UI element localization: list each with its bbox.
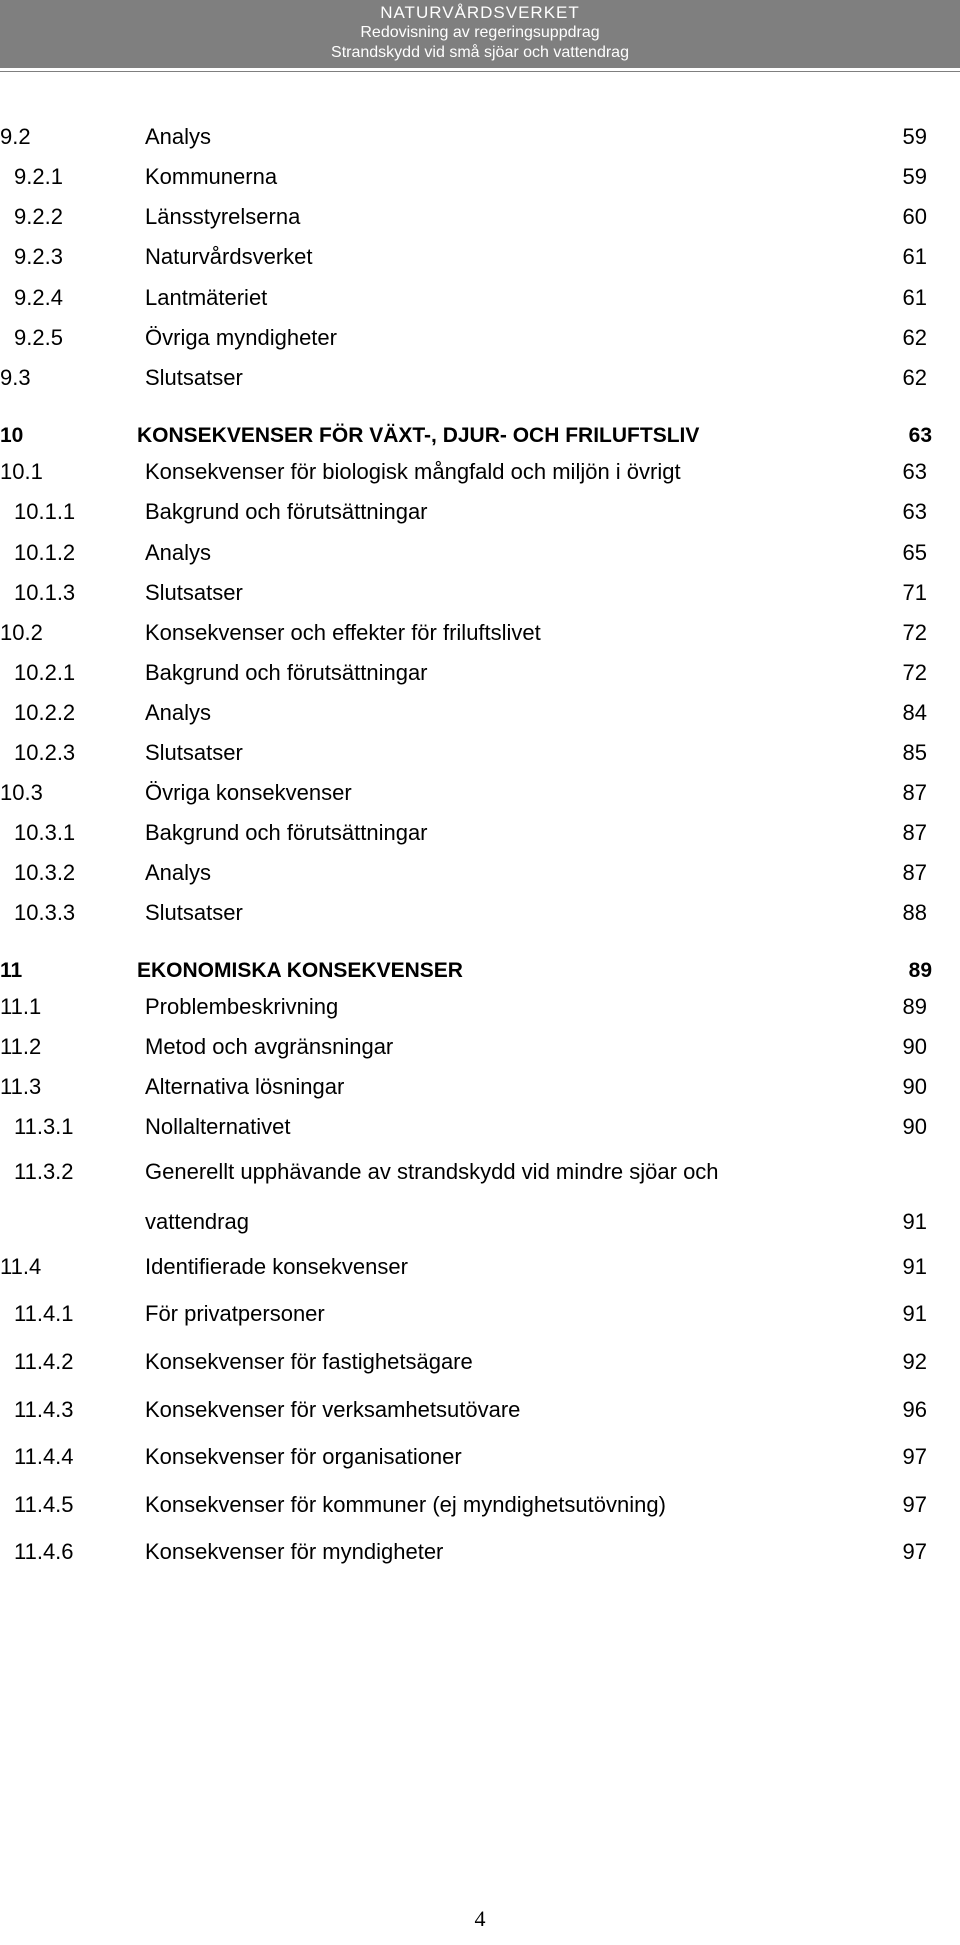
toc-entry-page: 92	[902, 1349, 927, 1374]
toc-entry-number: 11.2	[0, 1034, 42, 1059]
toc-entry-number: 10.3.3	[14, 900, 76, 925]
header-org-name: NATURVÅRDSVERKET	[380, 3, 580, 22]
toc-entry-page: 97	[902, 1539, 927, 1564]
toc-entry-number: 9.2.4	[14, 285, 63, 310]
header-divider	[0, 71, 960, 72]
toc-entry[interactable]	[0, 456, 960, 488]
toc-entry[interactable]	[0, 1111, 960, 1143]
toc-entry-number: 10.2.1	[14, 660, 76, 685]
toc-entry-number: 9.2	[0, 124, 31, 149]
toc-entry-page: 59	[902, 124, 927, 149]
toc-entry-number: 11.3.1	[14, 1114, 74, 1139]
toc-entry-number: 10.3.2	[14, 860, 76, 885]
toc-entry-title: Slutsatser	[145, 900, 243, 925]
toc-entry-page: 62	[902, 365, 927, 390]
toc-entry-page: 97	[902, 1444, 927, 1469]
toc-entry-title: Konsekvenser och effekter för friluftslivet	[145, 620, 541, 645]
toc-entry-number: 11.3.2	[14, 1159, 74, 1184]
toc-entry-page: 91	[902, 1254, 927, 1279]
toc-entry-page: 88	[902, 900, 927, 925]
toc-entry-title: Konsekvenser för verksamhetsutövare	[145, 1397, 521, 1422]
toc-entry-number: 11.4.5	[14, 1492, 74, 1517]
toc-entry[interactable]	[0, 1298, 960, 1330]
toc-entry-page: 72	[902, 660, 927, 685]
toc-entry-title: Konsekvenser för organisationer	[145, 1444, 462, 1469]
toc-entry-page: 84	[902, 700, 927, 725]
toc-entry[interactable]	[0, 496, 960, 528]
toc-entry-number: 11.4.2	[14, 1349, 74, 1374]
toc-entry-page: 61	[902, 244, 927, 269]
toc-entry-title: Lantmäteriet	[145, 285, 268, 310]
toc-entry[interactable]	[0, 282, 960, 314]
toc-entry-title: Konsekvenser för biologisk mångfald och miljön i övrigt	[145, 459, 681, 484]
toc-entry-number: 10.3.1	[14, 820, 76, 845]
toc-entry[interactable]	[0, 857, 960, 889]
toc-entry-page: 89	[908, 959, 932, 982]
toc-chapter-entry[interactable]	[0, 955, 960, 987]
toc-entry-title: Naturvårdsverket	[145, 244, 313, 269]
toc-entry-page: 65	[902, 540, 927, 565]
toc-entry-page: 90	[902, 1034, 927, 1059]
toc-entry-multiline[interactable]	[0, 1156, 960, 1246]
document-header	[0, 0, 960, 68]
toc-entry-title: Analys	[145, 124, 212, 149]
toc-entry-number: 10.2.3	[14, 740, 76, 765]
toc-entry-title: Analys	[145, 540, 212, 565]
toc-entry-page: 62	[902, 325, 927, 350]
toc-entry-number: 10.1.3	[14, 580, 76, 605]
toc-entry-number: 10.2.2	[14, 700, 76, 725]
page-number: 4	[474, 1906, 486, 1931]
toc-chapter-entry[interactable]	[0, 420, 960, 452]
toc-entry[interactable]	[0, 991, 960, 1023]
toc-entry-title-line2: vattendrag	[145, 1209, 249, 1234]
toc-entry-page: 63	[908, 424, 932, 447]
toc-entry-title: Slutsatser	[145, 740, 243, 765]
toc-entry[interactable]	[0, 161, 960, 193]
toc-entry-number: 11.1	[0, 994, 42, 1019]
toc-entry-title: Nollalternativet	[145, 1114, 291, 1139]
toc-entry[interactable]	[0, 1346, 960, 1378]
toc-entry-page: 96	[902, 1397, 927, 1422]
toc-entry-title: KONSEKVENSER FÖR VÄXT-, DJUR- OCH FRILUFTSLIV	[137, 424, 700, 447]
toc-entry-title: Alternativa lösningar	[145, 1074, 345, 1099]
toc-entry-title: Metod och avgränsningar	[145, 1034, 394, 1059]
toc-entry[interactable]	[0, 657, 960, 689]
toc-entry[interactable]	[0, 1394, 960, 1426]
toc-entry-number: 9.2.3	[14, 244, 63, 269]
toc-entry[interactable]	[0, 897, 960, 929]
header-report-title: Strandskydd vid små sjöar och vattendrag	[331, 44, 629, 61]
toc-entry-title: Övriga myndigheter	[145, 325, 337, 350]
toc-entry-title: Slutsatser	[145, 580, 243, 605]
toc-entry-title: Bakgrund och förutsättningar	[145, 660, 428, 685]
toc-entry-title: Analys	[145, 700, 212, 725]
toc-entry[interactable]	[0, 817, 960, 849]
toc-entry-page: 89	[902, 994, 927, 1019]
toc-entry[interactable]	[0, 697, 960, 729]
toc-entry[interactable]	[0, 1071, 960, 1103]
toc-entry-title-line1: Generellt upphävande av strandskydd vid mindre sjöar och	[145, 1159, 719, 1184]
toc-entry-page: 61	[902, 285, 927, 310]
toc-entry-title: För privatpersoner	[145, 1301, 325, 1326]
toc-entry-title: Konsekvenser för kommuner (ej myndighetsutövning)	[145, 1492, 666, 1517]
toc-entry[interactable]	[0, 1536, 960, 1568]
toc-entry[interactable]	[0, 362, 960, 394]
toc-entry[interactable]	[0, 777, 960, 809]
toc-entry-number: 9.2.1	[14, 164, 63, 189]
toc-entry-page: 85	[902, 740, 927, 765]
toc-entry-title: Konsekvenser för myndigheter	[145, 1539, 444, 1564]
toc-entry-page: 91	[902, 1301, 927, 1326]
toc-entry-page: 72	[902, 620, 927, 645]
toc-entry-number: 11.3	[0, 1074, 42, 1099]
toc-entry-number: 11.4.6	[14, 1539, 74, 1564]
toc-entry[interactable]	[0, 737, 960, 769]
toc-entry-title: Länsstyrelserna	[145, 204, 301, 229]
toc-entry-title: Konsekvenser för fastighetsägare	[145, 1349, 473, 1374]
toc-entry-number: 11.4.4	[14, 1444, 74, 1469]
toc-entry[interactable]	[0, 617, 960, 649]
toc-entry[interactable]	[0, 201, 960, 233]
toc-entry-title: Slutsatser	[145, 365, 243, 390]
toc-entry-page: 87	[902, 820, 927, 845]
toc-entry-number: 10.1.2	[14, 540, 76, 565]
toc-entry-title: Identifierade konsekvenser	[145, 1254, 408, 1279]
toc-entry-page: 90	[902, 1114, 927, 1139]
header-report-type: Redovisning av regeringsuppdrag	[360, 24, 600, 41]
toc-entry-page: 90	[902, 1074, 927, 1099]
toc-entry[interactable]	[0, 1251, 960, 1283]
toc-entry-page: 87	[902, 860, 927, 885]
toc-entry-number: 9.2.5	[14, 325, 63, 350]
toc-entry[interactable]	[0, 1441, 960, 1473]
toc-entry-page: 63	[902, 459, 927, 484]
toc-entry-title: EKONOMISKA KONSEKVENSER	[137, 959, 463, 982]
toc-entry[interactable]	[0, 121, 960, 153]
toc-entry-title: Bakgrund och förutsättningar	[145, 499, 428, 524]
toc-entry-number: 9.2.2	[14, 204, 63, 229]
toc-entry-number: 10.3	[0, 780, 43, 805]
toc-entry-number: 11.4.3	[14, 1397, 74, 1422]
toc-entry[interactable]	[0, 577, 960, 609]
toc-entry-title: Kommunerna	[145, 164, 278, 189]
toc-entry-number: 11.4.1	[14, 1301, 74, 1326]
toc-entry-number: 10	[0, 424, 24, 447]
toc-entry[interactable]	[0, 537, 960, 569]
toc-entry-number: 10.1.1	[14, 499, 76, 524]
toc-entry-page: 71	[902, 580, 927, 605]
toc-entry-title: Problembeskrivning	[145, 994, 339, 1019]
toc-entry-number: 11.4	[0, 1254, 42, 1279]
toc-entry[interactable]	[0, 241, 960, 273]
toc-entry-page: 59	[902, 164, 927, 189]
toc-entry-page: 97	[902, 1492, 927, 1517]
toc-entry[interactable]	[0, 1489, 960, 1521]
toc-entry-number: 10.2	[0, 620, 43, 645]
toc-entry-page: 87	[902, 780, 927, 805]
toc-entry-page: 91	[902, 1209, 927, 1234]
toc-entry-number: 10.1	[0, 459, 43, 484]
toc-entry-page: 60	[902, 204, 927, 229]
toc-entry-title: Övriga konsekvenser	[145, 780, 352, 805]
toc-entry[interactable]	[0, 322, 960, 354]
toc-entry-title: Analys	[145, 860, 212, 885]
toc-entry-number: 11	[0, 959, 23, 982]
toc-entry-title: Bakgrund och förutsättningar	[145, 820, 428, 845]
toc-entry[interactable]	[0, 1031, 960, 1063]
toc-entry-number: 9.3	[0, 365, 31, 390]
toc-entry-page: 63	[902, 499, 927, 524]
